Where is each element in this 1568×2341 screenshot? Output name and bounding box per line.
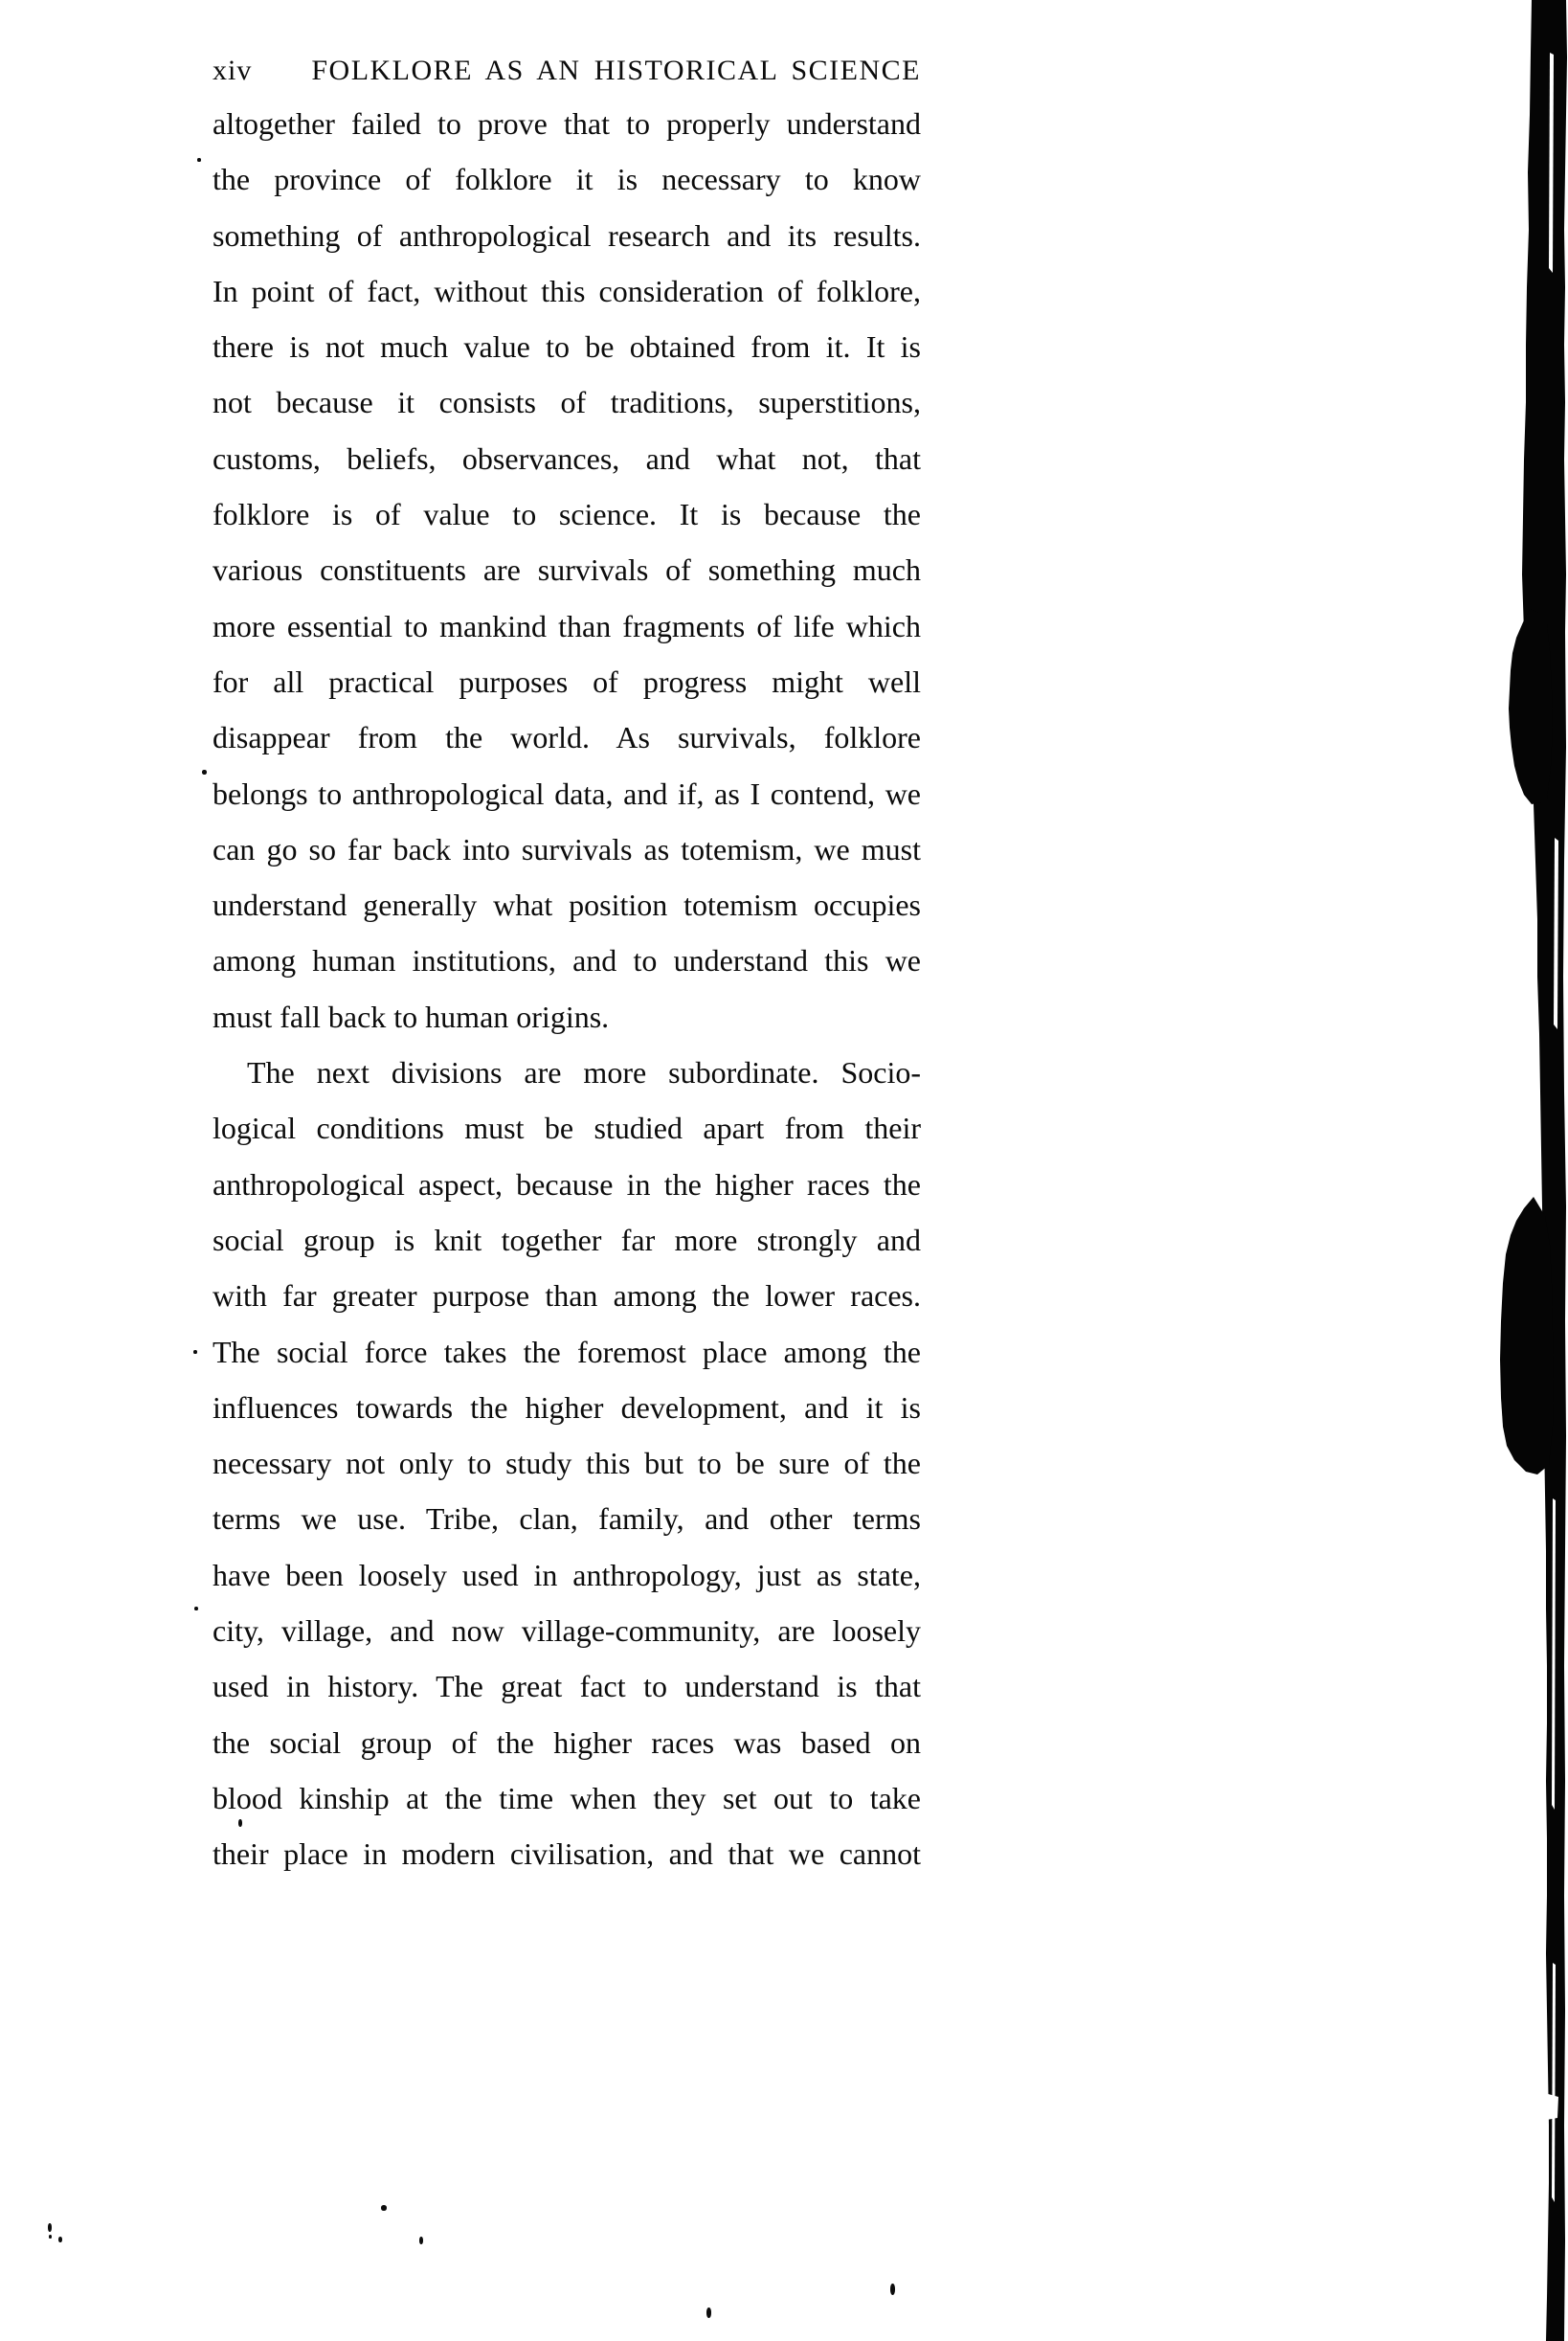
text-line: can go so far back into survivals as totemism, we must — [213, 831, 921, 867]
text-line: logical conditions must be studied apart from their — [213, 1111, 921, 1146]
text-line: city, village, and now village-community, are loosely — [213, 1613, 921, 1649]
scan-speck — [381, 2205, 387, 2211]
text-line: necessary not only to study this but to be sure of the — [213, 1446, 921, 1481]
text-line: used in history. The great fact to understand is that — [213, 1669, 921, 1704]
scan-speck — [58, 2237, 62, 2242]
scan-speck — [49, 2235, 52, 2239]
text-line: belongs to anthropological data, and if, as I contend, we — [213, 776, 921, 811]
page-header — [213, 52, 921, 90]
scan-speck — [197, 158, 201, 162]
text-line: with far greater purpose than among the lower races. — [213, 1278, 921, 1314]
running-title: FOLKLORE AS AN HISTORICAL SCIENCE — [311, 55, 921, 86]
text-line: more essential to mankind than fragments of life which — [213, 608, 921, 643]
scan-artifact-right-edge — [1491, 0, 1568, 2341]
paragraph — [213, 1045, 921, 1881]
text-line: altogether failed to prove that to properly understand — [213, 106, 921, 141]
text-line: customs, beliefs, observances, and what not, that — [213, 440, 921, 476]
text-line: folklore is of value to science. It is because the — [213, 497, 921, 532]
text-line: blood kinship at the time when they set out to take — [213, 1780, 921, 1815]
paragraph — [213, 96, 921, 1045]
text-line: something of anthropological research and its results. — [213, 217, 921, 253]
page-number: xiv — [213, 55, 253, 86]
text-line: terms we use. Tribe, clan, family, and other terms — [213, 1501, 921, 1537]
text-line: for all practical purposes of progress might well — [213, 664, 921, 699]
text-line: disappear from the world. As survivals, folklore — [213, 720, 921, 755]
text-line: In point of fact, without this consideration of folklore, — [213, 273, 921, 308]
scan-speck — [48, 2223, 52, 2232]
text-line: anthropological aspect, because in the higher races the — [213, 1166, 921, 1202]
text-line: must fall back to human origins. — [213, 999, 610, 1034]
text-line: The social force takes the foremost place among the — [213, 1334, 921, 1369]
text-line: the social group of the higher races was based on — [213, 1724, 921, 1760]
text-line: The next divisions are more subordinate. Socio- — [247, 1055, 921, 1091]
scan-speck — [194, 1607, 198, 1610]
scan-speck — [202, 770, 207, 775]
scan-speck — [890, 2284, 895, 2295]
text-line: there is not much value to be obtained from it. It is — [213, 329, 921, 365]
text-line: various constituents are survivals of something much — [213, 552, 921, 588]
text-line: social group is knit together far more strongly and — [213, 1222, 921, 1257]
text-line: understand generally what position totemism occupies — [213, 888, 921, 923]
page-text — [213, 96, 921, 1882]
text-line: the province of folklore it is necessary to know — [213, 162, 921, 197]
scan-speck — [193, 1350, 197, 1354]
text-line: among human institutions, and to understand this we — [213, 943, 921, 979]
scan-speck — [419, 2237, 423, 2244]
text-line: their place in modern civilisation, and that we cannot — [213, 1836, 921, 1872]
text-line: not because it consists of traditions, superstitions, — [213, 385, 921, 420]
text-line: have been loosely used in anthropology, just as state, — [213, 1557, 921, 1592]
scan-speck — [706, 2307, 711, 2318]
scan-speck — [238, 1819, 242, 1827]
text-line: influences towards the higher development, and it is — [213, 1389, 921, 1425]
